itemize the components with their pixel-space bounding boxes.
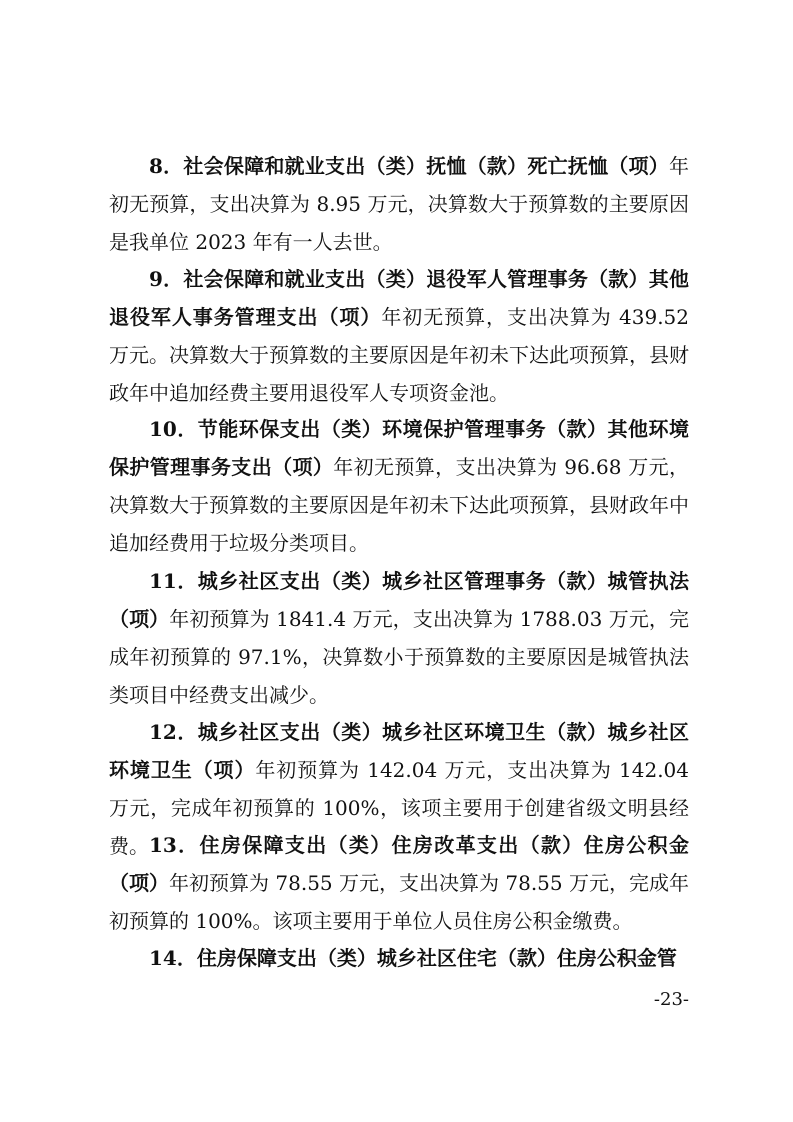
paragraph-heading: 12．城乡社区支出（类）城乡社区环境卫生（款）城乡社区环境卫生（项） <box>109 720 689 782</box>
paragraph-body: 年初预算为 142.04 万元，支出决算为 142.04 万元，完成年初预算的 100%，该项主要用于创建省级文明县经费。 <box>109 758 689 858</box>
paragraph-item-9 <box>109 260 689 412</box>
paragraph-body: 年初无预算，支出决算为 96.68 万元，决算数大于预算数的主要原因是年初未下达此项预算，县财政年中追加经费用于垃圾分类项目。 <box>109 455 689 555</box>
paragraph-item-11 <box>109 562 689 714</box>
paragraph-heading: 8．社会保障和就业支出（类）抚恤（款）死亡抚恤（项） <box>149 154 669 178</box>
paragraph-heading: 9．社会保障和就业支出（类）退役军人管理事务（款）其他退役军人事务管理支出（项） <box>109 267 689 329</box>
page-number: -23- <box>653 989 689 1010</box>
paragraph-item-13 <box>109 826 689 940</box>
paragraph-heading: 11．城乡社区支出（类）城乡社区管理事务（款）城管执法（项） <box>109 569 689 631</box>
paragraph-heading: 14．住房保障支出（类）城乡社区住宅（款）住房公积金管 <box>149 946 677 970</box>
paragraph-item-8 <box>109 147 689 261</box>
paragraph-body: 年初无预算，支出决算为 439.52 万元。决算数大于预算数的主要原因是年初未下达此项预算，县财政年中追加经费主要用退役军人专项资金池。 <box>109 305 690 405</box>
paragraph-heading: 10．节能环保支出（类）环境保护管理事务（款）其他环境保护管理事务支出（项） <box>109 417 689 479</box>
paragraph-body: 年初预算为 1841.4 万元，支出决算为 1788.03 万元，完成年初预算的 97.1%，决算数小于预算数的主要原因是城管执法类项目中经费支出减少。 <box>109 607 689 707</box>
paragraph-item-10 <box>109 410 689 562</box>
paragraph-body: 年初预算为 78.55 万元，支出决算为 78.55 万元，完成年初预算的 100%。该项主要用于单位人员住房公积金缴费。 <box>109 871 689 933</box>
paragraph-body: 年初无预算，支出决算为 8.95 万元，决算数大于预算数的主要原因是我单位 2023 年有一人去世。 <box>109 154 689 254</box>
paragraph-item-14 <box>109 939 689 977</box>
paragraph-heading: 13．住房保障支出（类）住房改革支出（款）住房公积金（项） <box>109 833 689 895</box>
